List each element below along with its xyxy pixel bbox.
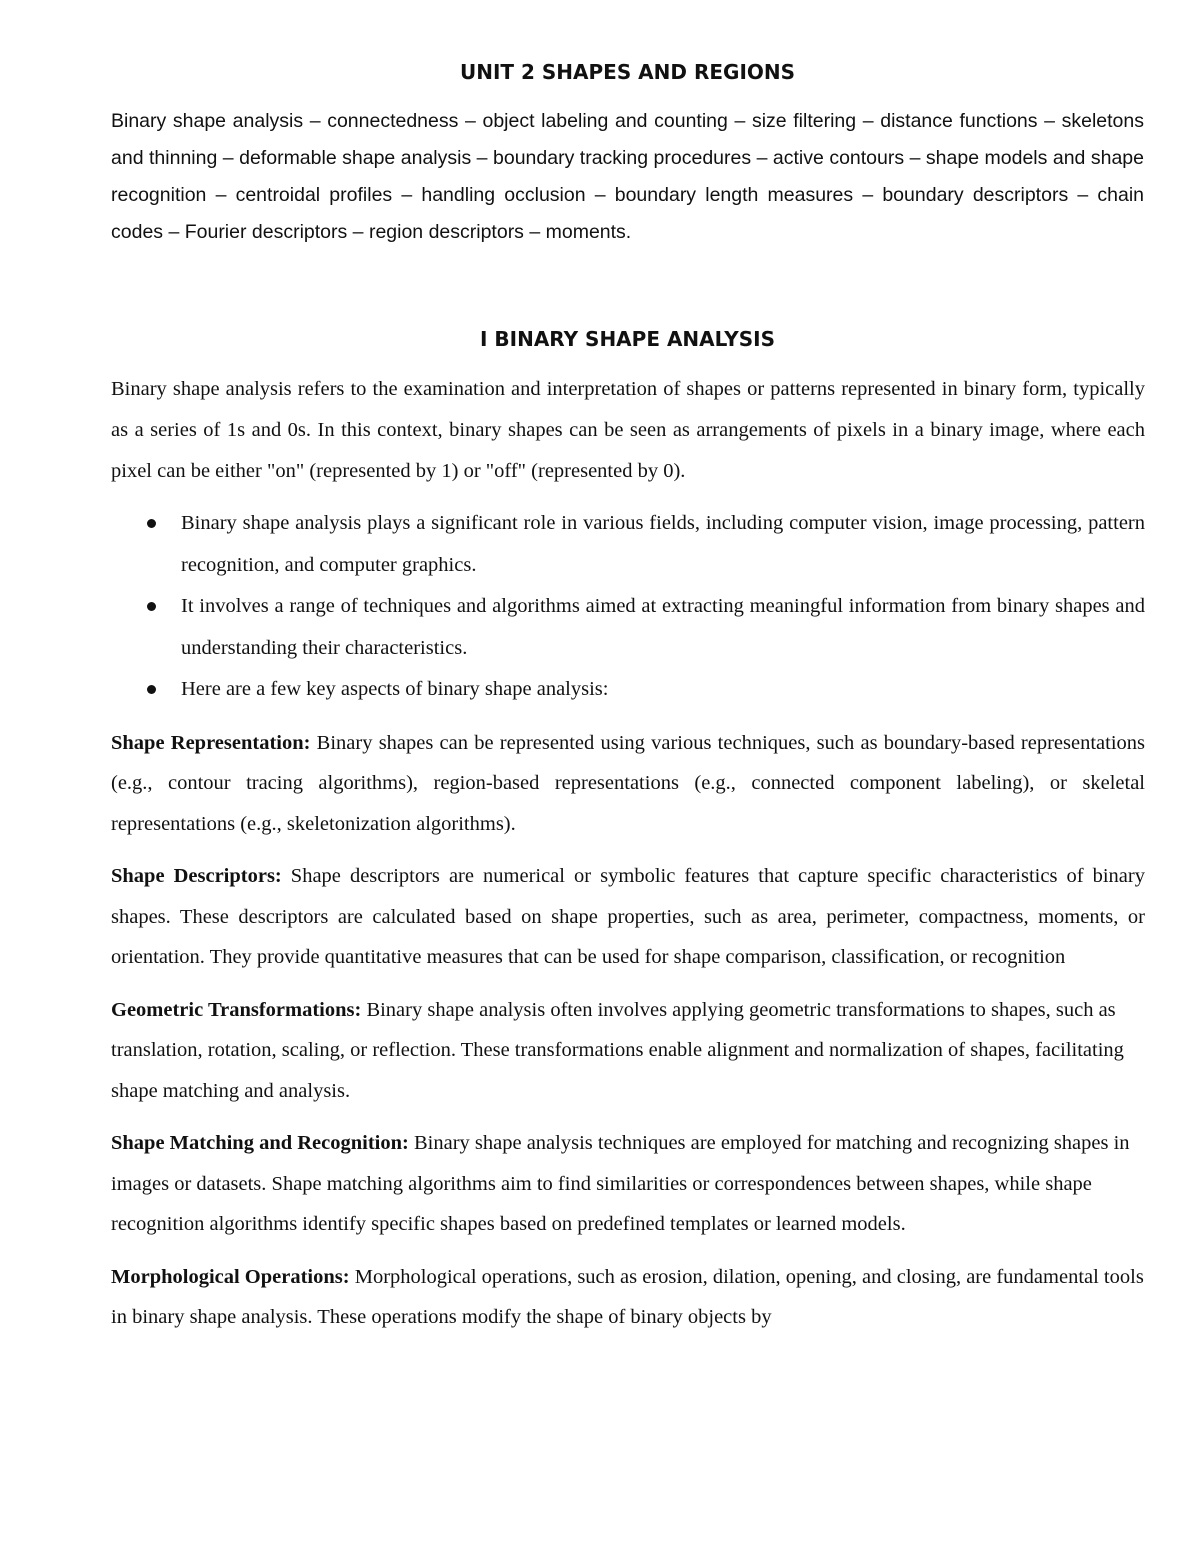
bullet-item [111,586,1145,669]
section-body [111,369,1145,1338]
bullet-icon [147,519,156,528]
aspect-term: Morphological Operations: [111,1265,350,1288]
aspect-geometric-transformations [111,990,1145,1112]
bullet-text: Binary shape analysis plays a significant role in various fields, including computer vision, image processing, pattern recognition, and computer graphics. [181,512,1145,576]
aspect-text: Binary shapes can be represented using various techniques, such as boundary-based representations (e.g., contour tracing algorithms), region-based representations (e.g., connected component labeling), or skeletal representations (e.g., skeletonization algorithms). [111,731,1146,835]
aspect-morphological-operations [111,1257,1145,1338]
bullet-list [111,503,1145,711]
unit-title: UNIT 2 SHAPES AND REGIONS [459,60,796,84]
bullet-icon [147,602,156,611]
aspect-text: Shape descriptors are numerical or symbolic features that capture specific characteristics of binary shapes. These descriptors are calculated based on shape properties, such as area, perimeter, compactness, moments, or orientation. They provide quantitative measures that can be used for shape comparison, classification, or recognition [111,865,1145,968]
section-title: I BINARY SHAPE ANALYSIS [479,327,776,351]
aspect-term: Geometric Transformations: [111,998,362,1021]
intro-paragraph: Binary shape analysis refers to the examination and interpretation of shapes or patterns represented in binary form, typically as a series of 1s and 0s. In this context, binary shapes can be seen as arrangements of pixels in a binary image, where each pixel can be either "on" (represented by 1) or "off" (represented by 0). [111,378,1145,482]
bullet-text: Here are a few key aspects of binary shape analysis: [181,678,609,700]
aspect-term: Shape Descriptors: [111,865,282,887]
aspect-text: Binary shape analysis techniques are employed for matching and recognizing shapes in images or datasets. Shape matching algorithms aim to find similarities or correspondences between shapes, while shape recognition algorithms identify specific shapes based on predefined templates or learned models. [111,1132,1130,1235]
syllabus-topics: Binary shape analysis – connectedness – object labeling and counting – size filtering – distance functions – skeletons and thinning – deformable shape analysis – boundary tracking procedures – active contours – shape models and shape recognition – centroidal profiles – handling occlusion – boundary length measures – boundary descriptors – chain codes – Fourier descriptors – region descriptors – moments. [111,110,1144,243]
bullet-item [111,503,1145,586]
bullet-text: It involves a range of techniques and algorithms aimed at extracting meaningful information from binary shapes and understanding their characteristics. [181,595,1145,659]
aspect-shape-matching [111,1123,1145,1245]
aspect-term: Shape Representation: [111,731,311,754]
bullet-icon [147,685,156,694]
bullet-item [111,669,1145,711]
aspect-shape-representation [111,723,1145,845]
aspect-term: Shape Matching and Recognition: [111,1132,409,1154]
aspect-text: Binary shape analysis often involves applying geometric transformations to shapes, such as translation, rotation, scaling, or reflection. These transformations enable alignment and normalization of shapes, facilitating shape matching and analysis. [111,998,1124,1102]
aspect-shape-descriptors [111,856,1145,978]
aspect-text: Morphological operations, such as erosion, dilation, opening, and closing, are fundamental tools in binary shape analysis. These operations modify the shape of binary objects by [111,1265,1144,1328]
